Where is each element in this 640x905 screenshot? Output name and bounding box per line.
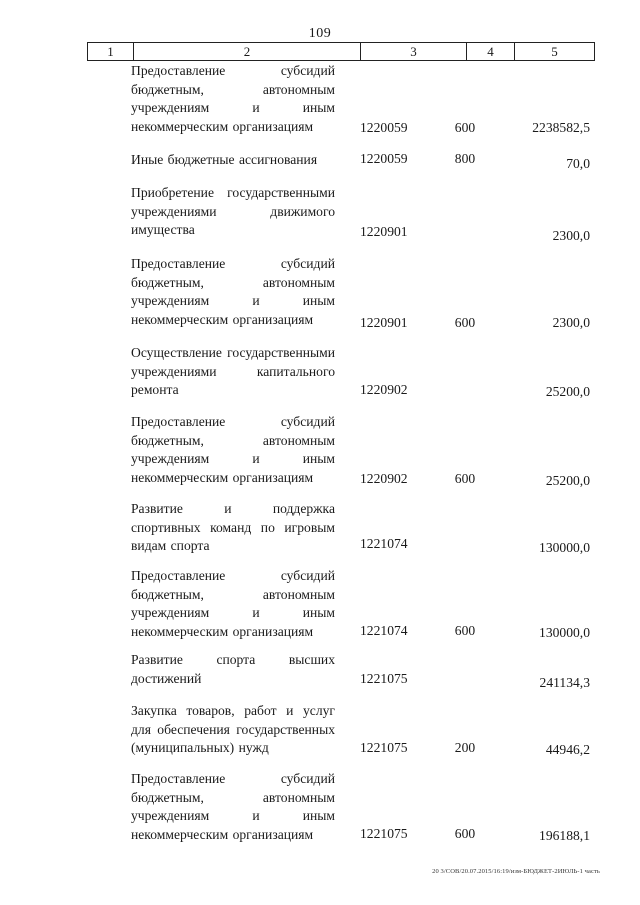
row-name: Предоставление субсидий бюджетным, автономным учреждениям и иным некоммерческим организациям xyxy=(131,771,335,842)
row-amount: 130000,0 xyxy=(539,625,590,640)
row-amount: 2300,0 xyxy=(552,228,590,243)
row-name: Предоставление субсидий бюджетным, автономным учреждениям и иным некоммерческим организациям xyxy=(131,568,335,639)
column-header-5: 5 xyxy=(514,43,595,60)
row-code: 1220901 xyxy=(360,315,408,330)
document-footer-note: 20 3/СОВ/20.07.2015/16:19/изм-БЮДЖЕТ-2ИЮЛЬ-1 часть xyxy=(432,868,600,875)
row-type: 800 xyxy=(454,151,476,166)
column-header-2: 2 xyxy=(133,43,360,60)
row-name: Развитие спорта высших достижений xyxy=(131,652,335,686)
row-amount: 196188,1 xyxy=(539,828,590,843)
row-amount: 44946,2 xyxy=(545,742,590,757)
row-type: 600 xyxy=(454,826,476,841)
row-name: Предоставление субсидий бюджетным, автономным учреждениям и иным некоммерческим организациям xyxy=(131,63,335,134)
row-name: Предоставление субсидий бюджетным, автономным учреждениям и иным некоммерческим организациям xyxy=(131,414,335,485)
row-type: 600 xyxy=(454,120,476,135)
row-type: 600 xyxy=(454,471,476,486)
row-code: 1220059 xyxy=(360,120,408,135)
row-name: Закупка товаров, работ и услуг для обеспечения государственных (муниципальных) нужд xyxy=(131,703,335,755)
row-name: Иные бюджетные ассигнования xyxy=(131,152,318,167)
row-code: 1220059 xyxy=(360,151,408,166)
row-amount: 25200,0 xyxy=(545,473,590,488)
row-amount: 25200,0 xyxy=(545,384,590,399)
row-type: 600 xyxy=(454,315,476,330)
row-code: 1221075 xyxy=(360,740,408,755)
row-amount: 2238582,5 xyxy=(532,120,590,135)
row-name: Развитие и поддержка спортивных команд по игровым видам спорта xyxy=(131,501,335,553)
row-code: 1221074 xyxy=(360,536,408,551)
row-code: 1220902 xyxy=(360,382,408,397)
row-amount: 2300,0 xyxy=(552,315,590,330)
row-name: Предоставление субсидий бюджетным, автономным учреждениям и иным некоммерческим организациям xyxy=(131,256,335,327)
page-number: 109 xyxy=(308,26,332,41)
row-amount: 241134,3 xyxy=(539,675,590,690)
row-code: 1221075 xyxy=(360,826,408,841)
row-name: Приобретение государственными учреждениями движимого имущества xyxy=(131,185,335,237)
row-code: 1221075 xyxy=(360,671,408,686)
column-header-3: 3 xyxy=(360,43,466,60)
row-code: 1220901 xyxy=(360,224,408,239)
column-header-1: 1 xyxy=(87,43,133,60)
row-name: Осуществление государственными учреждениями капитального ремонта xyxy=(131,345,335,397)
row-code: 1220902 xyxy=(360,471,408,486)
row-type: 200 xyxy=(454,740,476,755)
row-code: 1221074 xyxy=(360,623,408,638)
row-type: 600 xyxy=(454,623,476,638)
row-amount: 70,0 xyxy=(566,156,590,171)
column-header-row xyxy=(87,42,595,61)
column-header-4: 4 xyxy=(466,43,514,60)
row-amount: 130000,0 xyxy=(539,540,590,555)
